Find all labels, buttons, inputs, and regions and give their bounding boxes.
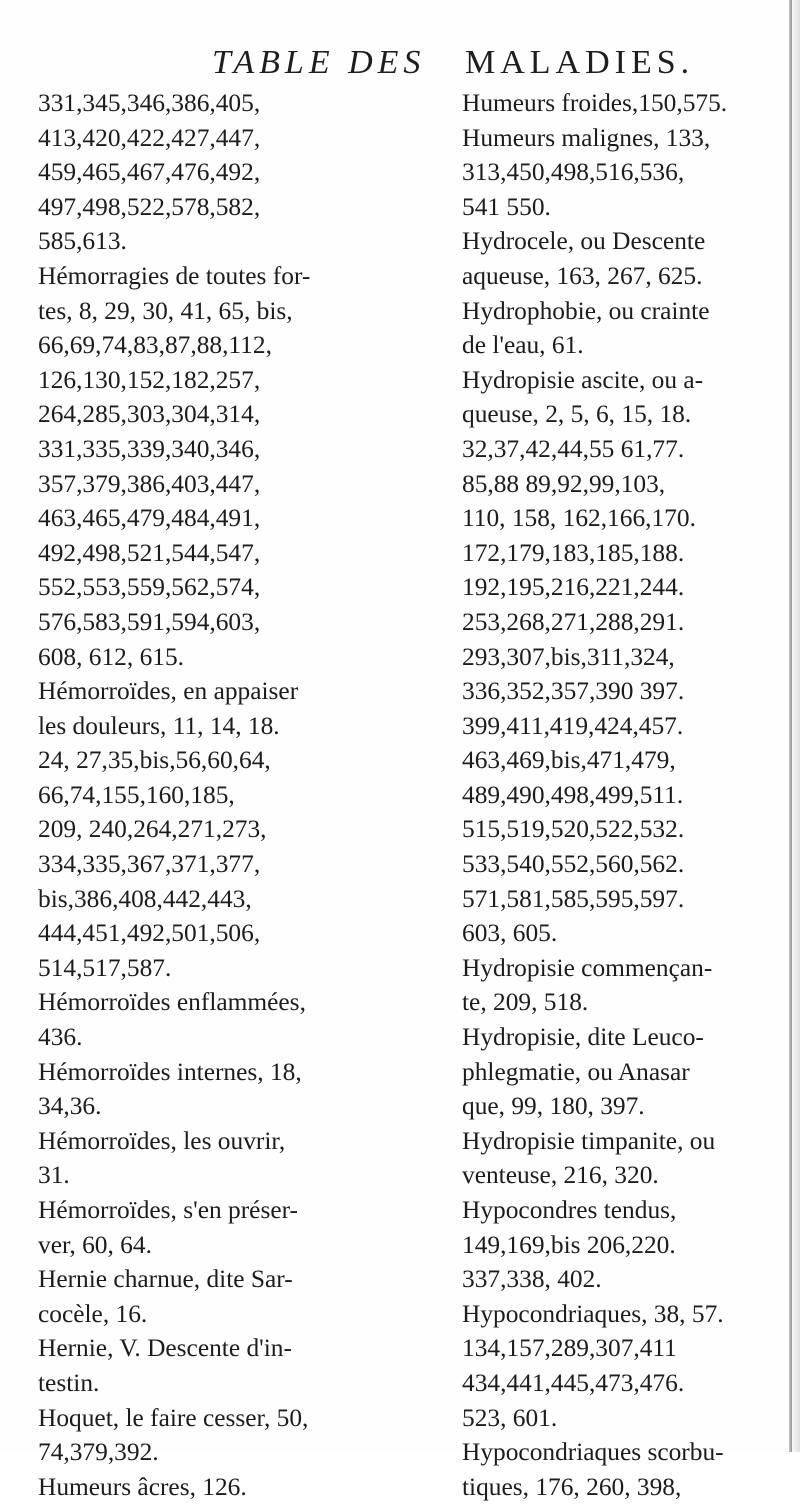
index-entry bbox=[38, 259, 458, 674]
index-entry-line: 253,268,271,288,291. bbox=[462, 607, 685, 636]
index-entry-line: bis,386,408,442,443, bbox=[38, 884, 252, 913]
index-entry-line: 571,581,585,595,597. bbox=[462, 884, 685, 913]
index-entry-line: 313,450,498,516,536, bbox=[462, 158, 685, 187]
index-entry bbox=[462, 86, 782, 121]
index-entry-line: queuse, 2, 5, 6, 15, 18. bbox=[462, 400, 692, 429]
index-entry-line: 334,335,367,371,377, bbox=[38, 850, 261, 879]
index-entry-line: 541 550. bbox=[462, 192, 551, 221]
index-entry-line: 608, 612, 615. bbox=[38, 642, 184, 671]
index-entry-line: 66,69,74,83,87,88,112, bbox=[38, 331, 272, 360]
index-entry-line: Hydropisie timpanite, ou bbox=[462, 1126, 716, 1155]
index-entry-line: aqueuse, 163, 267, 625. bbox=[462, 261, 703, 290]
left-column bbox=[38, 86, 458, 1504]
index-entry-line: te, 209, 518. bbox=[462, 988, 589, 1017]
index-entry-line: 331,345,346,386,405, bbox=[38, 89, 261, 117]
index-entry-line: Hypocondriaques scorbu- bbox=[462, 1438, 724, 1467]
index-entry-line: 459,465,467,476,492, bbox=[38, 158, 261, 187]
index-entry-line: Hydropisie commençan- bbox=[462, 953, 713, 982]
index-entry-line: Humeurs malignes, 133, bbox=[462, 123, 711, 152]
index-entry-line: ver, 60, 64. bbox=[38, 1230, 152, 1259]
index-entry-line: 66,74,155,160,185, bbox=[38, 780, 235, 809]
index-entry-line: de l'eau, 61. bbox=[462, 331, 584, 360]
index-entry bbox=[462, 1124, 782, 1193]
index-entry bbox=[38, 86, 458, 259]
right-column bbox=[462, 86, 782, 1504]
index-entry-line: Hémorroïdes, en appaiser bbox=[38, 677, 299, 706]
index-entry-line: 357,379,386,403,447, bbox=[38, 469, 261, 498]
index-entry-line: 172,179,183,185,188. bbox=[462, 538, 685, 567]
index-entry-line: 515,519,520,522,532. bbox=[462, 815, 685, 844]
index-entry bbox=[38, 1124, 458, 1193]
index-entry bbox=[38, 1331, 458, 1400]
header-left: TABLE DES bbox=[212, 44, 426, 81]
index-entry-line: Hémorroïdes, s'en préser- bbox=[38, 1196, 298, 1224]
index-entry bbox=[38, 1193, 458, 1262]
index-entry-line: 337,338, 402. bbox=[462, 1265, 602, 1294]
index-entry-line: 336,352,357,390 397. bbox=[462, 677, 685, 706]
index-entry-line: 149,169,bis 206,220. bbox=[462, 1230, 676, 1259]
index-entry bbox=[38, 1055, 458, 1124]
index-entry bbox=[38, 1262, 458, 1331]
index-entry bbox=[462, 1193, 782, 1297]
index-entry bbox=[38, 985, 458, 1054]
index-entry-line: 134,157,289,307,411 bbox=[462, 1334, 677, 1363]
index-entry-line: Hydropisie ascite, ou a- bbox=[462, 365, 704, 394]
index-entry-line: 444,451,492,501,506, bbox=[38, 919, 261, 948]
index-entry bbox=[462, 294, 782, 363]
index-entry-line: 436. bbox=[38, 1023, 83, 1052]
index-entry-line: Hernie charnue, dite Sar- bbox=[38, 1265, 293, 1294]
index-entry-line: 434,441,445,473,476. bbox=[462, 1368, 685, 1397]
index-entry-line: 34,36. bbox=[38, 1092, 102, 1121]
index-entry-line: 24, 27,35,bis,56,60,64, bbox=[38, 746, 271, 775]
index-entry-line: 331,335,339,340,346, bbox=[38, 434, 261, 463]
index-entry-line: phlegmatie, ou Anasar bbox=[462, 1057, 690, 1086]
index-entry-line: Hémorragies de toutes for- bbox=[38, 261, 311, 290]
index-entry-line: Hoquet, le faire cesser, 50, bbox=[38, 1403, 309, 1432]
index-entry bbox=[38, 1470, 458, 1504]
index-entry-line: 85,88 89,92,99,103, bbox=[462, 469, 666, 498]
index-entry-line: 209, 240,264,271,273, bbox=[38, 815, 267, 844]
index-entry bbox=[38, 674, 458, 985]
index-entry-line: 293,307,bis,311,324, bbox=[462, 642, 675, 671]
index-entry-line: 32,37,42,44,55 61,77. bbox=[462, 434, 685, 463]
index-entry-line: 552,553,559,562,574, bbox=[38, 573, 261, 602]
header-right: MALADIES. bbox=[465, 44, 695, 81]
index-entry bbox=[462, 224, 782, 293]
index-entry-line: 413,420,422,427,447, bbox=[38, 123, 261, 152]
index-entry-line: 192,195,216,221,244. bbox=[462, 573, 685, 602]
index-entry bbox=[462, 363, 782, 951]
index-entry-line: 126,130,152,182,257, bbox=[38, 365, 261, 394]
index-entry-line: 497,498,522,578,582, bbox=[38, 192, 261, 221]
index-entry-line: Humeurs âcres, 126. bbox=[38, 1472, 247, 1501]
index-entry-line: 585,613. bbox=[38, 227, 127, 256]
index-entry-line: Hydrophobie, ou crainte bbox=[462, 296, 710, 325]
index-entry-line: 463,465,479,484,491, bbox=[38, 504, 261, 533]
index-entry-line: 576,583,591,594,603, bbox=[38, 607, 261, 636]
index-entry bbox=[462, 121, 782, 225]
index-entry-line: Hydrocele, ou Descente bbox=[462, 227, 706, 256]
index-entry-line: Hernie, V. Descente d'in- bbox=[38, 1334, 292, 1363]
index-entry bbox=[462, 1297, 782, 1435]
index-entry-line: les douleurs, 11, 14, 18. bbox=[38, 711, 280, 740]
index-entry-line: 264,285,303,304,314, bbox=[38, 400, 261, 429]
index-entry-line: Humeurs froides,150,575. bbox=[462, 89, 728, 117]
index-entry-line: Hémorroïdes enflammées, bbox=[38, 988, 306, 1017]
index-entry-line: cocèle, 16. bbox=[38, 1299, 148, 1328]
index-entry-line: Hypocondres tendus, bbox=[462, 1196, 677, 1224]
index-entry-line: 399,411,419,424,457. bbox=[462, 711, 684, 740]
index-entry-line: 110, 158, 162,166,170. bbox=[462, 504, 696, 533]
index-entry bbox=[462, 951, 782, 1020]
index-entry-line: Hémorroïdes internes, 18, bbox=[38, 1057, 302, 1086]
index-entry bbox=[462, 1435, 782, 1504]
index-entry-line: 492,498,521,544,547, bbox=[38, 538, 261, 567]
index-entry-line: Hypocondriaques, 38, 57. bbox=[462, 1299, 724, 1328]
index-entry-line: 489,490,498,499,511. bbox=[462, 780, 684, 809]
index-entry-line: Hydropisie, dite Leuco- bbox=[462, 1023, 704, 1052]
index-entry-line: tes, 8, 29, 30, 41, 65, bis, bbox=[38, 296, 293, 325]
index-entry-line: 74,379,392. bbox=[38, 1438, 159, 1467]
index-entry-line: 603, 605. bbox=[462, 919, 558, 948]
index-entry-line: 463,469,bis,471,479, bbox=[462, 746, 676, 775]
index-entry bbox=[38, 1401, 458, 1470]
index-entry bbox=[462, 1020, 782, 1124]
index-entry-line: 31. bbox=[38, 1161, 70, 1190]
index-entry-line: venteuse, 216, 320. bbox=[462, 1161, 659, 1190]
index-entry-line: tiques, 176, 260, 398, bbox=[462, 1472, 682, 1501]
index-entry-line: Hémorroïdes, les ouvrir, bbox=[38, 1126, 286, 1155]
index-entry-line: 533,540,552,560,562. bbox=[462, 850, 685, 879]
index-entry-line: 523, 601. bbox=[462, 1403, 558, 1432]
index-entry-line: que, 99, 180, 397. bbox=[462, 1092, 645, 1121]
index-entry-line: 514,517,587. bbox=[38, 953, 172, 982]
index-entry-line: testin. bbox=[38, 1368, 100, 1397]
page-edge bbox=[789, 0, 792, 1452]
